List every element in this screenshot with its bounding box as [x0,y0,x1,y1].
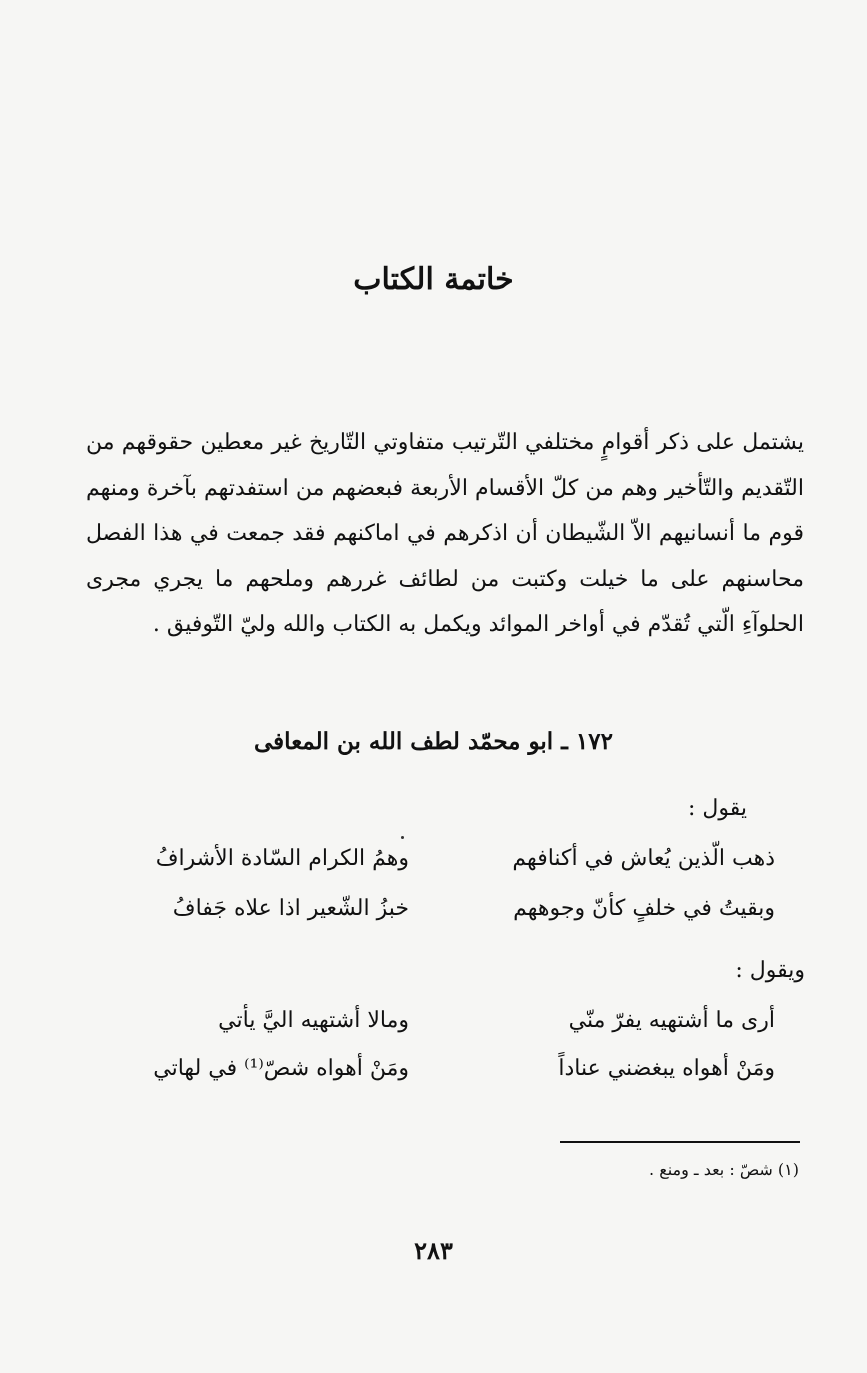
says-label-1: يقول : [687,796,747,821]
verse-second-hemistich: خبزُ الشّعير اذا علاه جَفافُ [172,896,409,921]
footnote-divider [560,1141,800,1143]
verse-first-hemistich: أرى ما أشتهيه يفرّ منّي [568,1008,775,1033]
verse-line-1 [0,846,867,886]
page-number: ٢٨٣ [414,1236,453,1265]
intro-paragraph: يشتمل على ذكر أقوامٍ مختلفي التّرتيب متفاوتي التّاريخ غير معطين حقوقهم من التّقديم والتّأخير وهم من كلّ الأقسام الأربعة فبعضهم من استفدتهم بآخرة ومنهم قوم ما أنسانيهم الاّ الشّيطان أن اذكرهم في اماكنهم فقد جمعت في هذا الفصل محاسنهم على ما خيلت وكتبت من لطائف غررهم وملحهم ما يجري مجرى الحلوآءِ الّتي تُقدّم في أواخر الموائد ويكمل به الكتاب والله وليّ التّوفيق . [86,430,804,637]
verse-line-4 [0,1056,867,1096]
verse-line-2 [0,896,867,936]
section-heading: ١٧٢ ـ ابو محمّد لطف الله بن المعافى [254,728,613,755]
verse-second-hemistich: وهمُ الكرام السّادة الأشرافُ [155,846,409,871]
verse-first-hemistich: ومَنْ أهواه يبغضني عناداً [558,1056,775,1081]
says-label-2: ويقول : [735,958,805,983]
footnote: (١) شصّ : بعد ـ ومنع . [649,1160,799,1179]
ink-speck [401,836,404,839]
chapter-title: خاتمة الكتاب [353,262,514,297]
verse-second-hemistich: ومالا أشتهيه اليَّ يأتي [218,1008,409,1033]
verse-second-hemistich: ومَنْ أهواه شصّ⁽¹⁾ في لهاتي [153,1056,409,1081]
verse-first-hemistich: ذهب الّذين يُعاش في أكنافهم [512,846,775,871]
verse-first-hemistich: وبقيتُ في خلفٍ كأنّ وجوههم [513,896,775,921]
verse-line-3 [0,1008,867,1048]
